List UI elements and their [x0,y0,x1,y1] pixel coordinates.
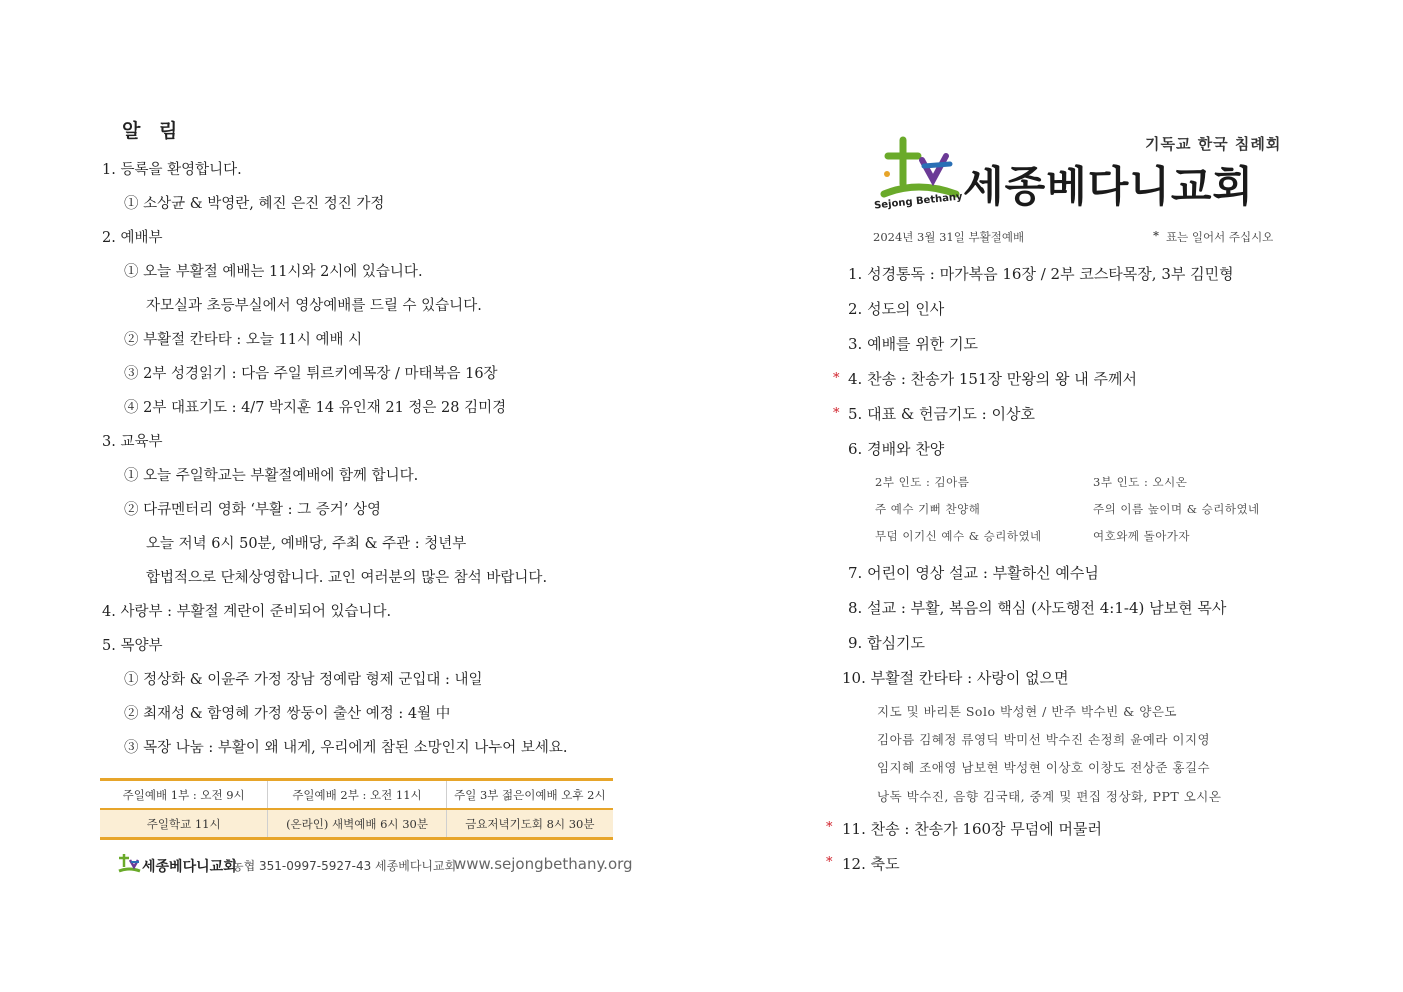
schedule-cell: 주일학교 11시 [100,810,268,837]
order-item: 6. 경배와 찬양 [848,440,945,458]
order-item: 11. 찬송 : 찬송가 160장 무덤에 머물러 [842,820,1103,838]
notices-title: 알 림 [122,120,184,142]
star-mark: * [1153,228,1160,242]
order-item: 4. 찬송 : 찬송가 151장 만왕의 왕 내 주께서 [848,370,1138,388]
schedule-row [100,781,613,808]
standing-star: * [826,820,833,835]
standing-star: * [833,406,840,421]
church-logo-icon [116,851,142,875]
order-item: 10. 부활절 칸타타 : 사랑이 없으면 [842,669,1069,687]
notice-line: 1. 등록을 환영합니다. [102,162,242,178]
worship-song-line: 주 예수 기뻐 찬양해 [875,502,981,516]
notice-line: 합법적으로 단체상영합니다. 교인 여러분의 많은 참석 바랍니다. [146,570,548,586]
church-english-name: Sejong Bethany [873,191,964,212]
footer-url[interactable]: www.sejongbethany.org [454,855,633,873]
church-affiliation: 기독교 한국 침례회 [1145,135,1282,153]
notice-line: ① 소상균 & 박영란, 혜진 은진 정진 가정 [124,196,385,212]
schedule-cell: 주일 3부 젊은이예배 오후 2시 [454,787,606,802]
notice-line: 5. 목양부 [102,638,163,654]
notice-line: ① 정상화 & 이윤주 가정 장남 정예람 형제 군입대 : 내일 [124,672,483,688]
schedule-row [100,808,613,837]
order-item: 5. 대표 & 헌금기도 : 이상호 [848,405,1035,423]
notice-line: 오늘 저녁 6시 50분, 예배당, 주최 & 주관 : 청년부 [146,536,467,552]
order-item: 8. 설교 : 부활, 복음의 핵심 (사도행전 4:1-4) 남보현 목사 [848,599,1227,617]
notice-line: 3. 교육부 [102,434,163,450]
schedule-cell: 주일예배 2부 : 오전 11시 [268,781,446,808]
worship-schedule-table [100,778,613,840]
notice-line: ② 부활절 칸타타 : 오늘 11시 예배 시 [124,332,363,348]
worship-song-line: 여호와께 돌아가자 [1093,529,1191,543]
notice-line: 자모실과 초등부실에서 영상예배를 드릴 수 있습니다. [146,298,482,314]
worship-song-line: 무덤 이기신 예수 & 승리하였네 [875,529,1042,543]
notice-line: ③ 목장 나눔 : 부활이 왜 내게, 우리에게 참된 소망인지 나누어 보세요. [124,740,568,756]
cantata-line: 낭독 박수진, 음향 김국태, 중계 및 편집 정상화, PPT 오시온 [877,789,1222,804]
standing-star: * [826,855,833,870]
order-item: 7. 어린이 영상 설교 : 부활하신 예수님 [848,564,1099,582]
notice-line: ④ 2부 대표기도 : 4/7 박지훈 14 유인재 21 정은 28 김미경 [124,400,507,416]
cantata-line: 지도 및 바리톤 Solo 박성현 / 반주 박수빈 & 양은도 [877,704,1177,719]
cantata-line: 김아름 김혜정 류영딕 박미선 박수진 손정희 윤예라 이지영 [877,732,1211,747]
worship-leader-line: 3부 인도 : 오시온 [1093,475,1188,489]
worship-song-line: 주의 이름 높이며 & 승리하였네 [1093,502,1260,516]
order-item: 1. 성경통독 : 마가복음 16장 / 2부 코스타목장, 3부 김민형 [848,265,1234,283]
notice-line: ① 오늘 주일학교는 부활절예배에 함께 합니다. [124,468,419,484]
notice-line: ① 오늘 부활절 예배는 11시와 2시에 있습니다. [124,264,423,280]
order-item: 3. 예배를 위한 기도 [848,335,979,353]
schedule-cell: 금요저녁기도회 8시 30분 [465,816,595,831]
church-name: 세종베다니교회 [963,162,1255,211]
order-item: 9. 합심기도 [848,634,926,652]
notice-line: ② 다큐멘터리 영화 ‘부활 : 그 증거’ 상영 [124,502,381,518]
schedule-cell: (온라인) 새벽예배 6시 30분 [268,810,446,837]
service-date: 2024년 3월 31일 부활절예배 [873,230,1025,244]
footer-account: 농협 351-0997-5927-43 세종베다니교회 [232,859,457,873]
notice-line: 4. 사랑부 : 부활절 계란이 준비되어 있습니다. [102,604,392,620]
notice-line: ② 최재성 & 함영혜 가정 쌍둥이 출산 예정 : 4월 中 [124,706,451,722]
notice-line: 2. 예배부 [102,230,163,246]
order-item: 12. 축도 [842,855,900,873]
standing-star: * [833,371,840,386]
footer-church-name: 세종베다니교회 [142,859,237,875]
star-note: 표는 일어서 주십시오 [1166,230,1274,244]
worship-leader-line: 2부 인도 : 김아름 [875,475,970,489]
cantata-line: 임지혜 조애영 남보현 박성현 이상호 이창도 전상준 홍길수 [877,760,1211,775]
order-item: 2. 성도의 인사 [848,300,945,318]
notice-line: ③ 2부 성경읽기 : 다음 주일 튀르키예목장 / 마태복음 16장 [124,366,498,382]
schedule-cell: 주일예배 1부 : 오전 9시 [100,781,268,808]
